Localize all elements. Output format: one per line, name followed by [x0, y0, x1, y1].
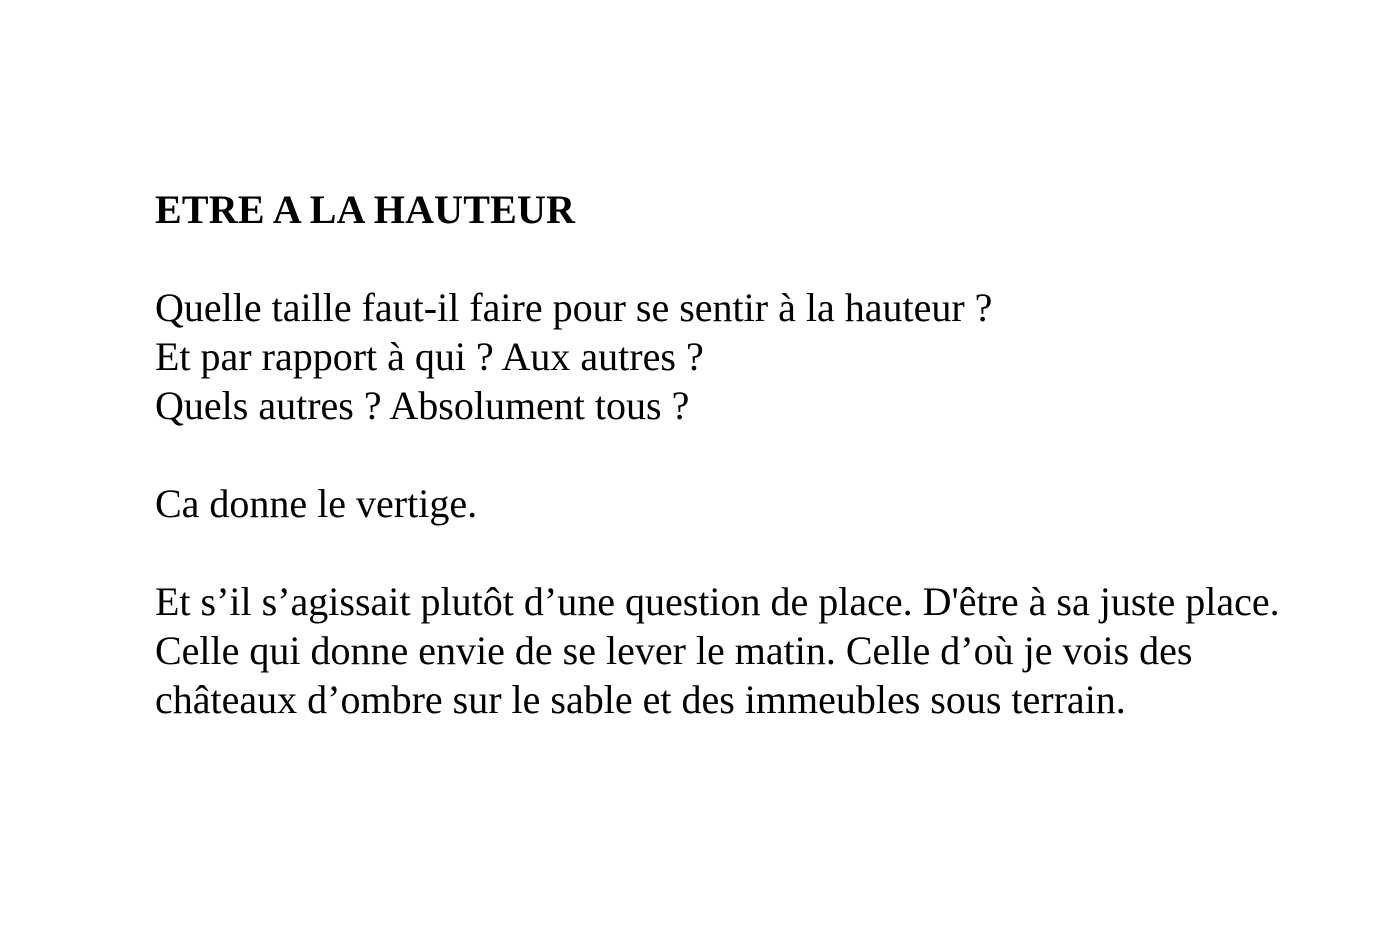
document-title: ETRE A LA HAUTEUR [155, 187, 576, 232]
text-line: Et s’il s’agissait plutôt d’une question de place. D'être à sa juste place. [155, 579, 1280, 624]
text-line: Ca donne le vertige. [155, 481, 478, 526]
text-line: Quels autres ? Absolument tous ? [155, 383, 690, 428]
paragraph-questions [155, 283, 1315, 430]
paragraph-vertige [155, 479, 1315, 528]
text-line: Celle qui donne envie de se lever le matin. Celle d’où je vois des [155, 628, 1193, 673]
document-page [155, 185, 1315, 724]
text-line: châteaux d’ombre sur le sable et des immeubles sous terrain. [155, 677, 1126, 722]
text-line: Et par rapport à qui ? Aux autres ? [155, 334, 704, 379]
text-line: Quelle taille faut-il faire pour se sentir à la hauteur ? [155, 285, 993, 330]
paragraph-place [155, 577, 1315, 724]
